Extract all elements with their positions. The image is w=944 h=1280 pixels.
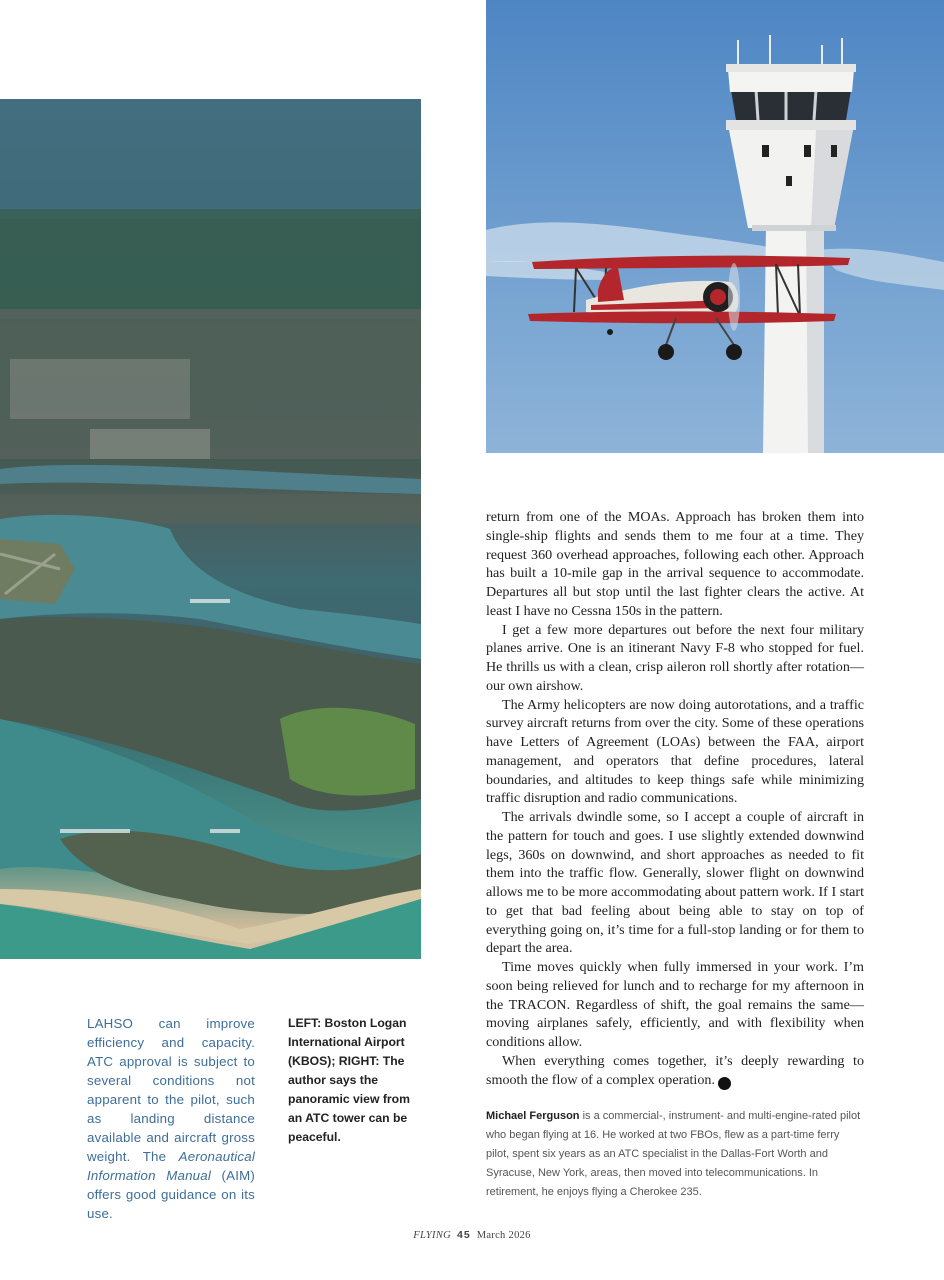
article-paragraph: return from one of the MOAs. Approach has broken them into single-ship flights and sends them to me four at a time. They request 360 overhead approaches, following each other. Approach has built a 10-mile gap in the arrival sequence to accommodate. Departures all but stop until the last fighter clears the active. At least I have no Cessna 150s in the pattern. (486, 509, 864, 619)
boston-logan-aerial-photo (0, 99, 421, 959)
article-body (486, 508, 864, 1090)
sidebar-text-2: (AIM) offers good guidance on its use. (87, 1168, 255, 1221)
article-paragraph-last-text: When everything comes together, it’s deeply rewarding to smooth the flow of a complex operation. (486, 1052, 864, 1088)
aerial-illustration (0, 99, 421, 959)
end-mark-icon: F (718, 1077, 731, 1090)
article-paragraph: I get a few more departures out before the next four military planes arrive. One is an itinerant Navy F-8 who stopped for fuel. He thrills us with a clean, crisp aileron roll shortly after rotation—our own airshow. (486, 621, 864, 694)
article-paragraph: Time moves quickly when fully immersed in your work. I’m soon being relieved for lunch and to recharge for my afternoon in the TRACON. Regardless of shift, the goal remains the same—moving airplanes safely, efficiently, and with flexibility when conditions allow. (486, 959, 864, 1050)
author-bio (486, 1107, 864, 1202)
issue-date: March 2026 (476, 1230, 531, 1241)
magazine-name: FLYING (413, 1230, 452, 1241)
sidebar-aim-title: Aeronautical Information Manual (87, 1149, 255, 1183)
article-paragraph: The arrivals dwindle some, so I accept a couple of aircraft in the pattern for touch and goes. I use slightly extended downwind legs, 360s on downwind, and short approaches as needed to fit them into the traffic flow. Generally, slower flight on downwind allows me to be more accommodating about pattern work. If I start to get that bad feeling about being able to stay on top of everything going on, it’s time for a full-stop landing or for them to depart the area. (486, 809, 864, 957)
lahso-sidebar-note (87, 1014, 255, 1223)
author-bio-text: is a commercial-, instrument- and multi-engine-rated pilot who began flying at 16. He worked at two FBOs, flew as a part-time ferry pilot, spent six years as an ATC specialist in the Dallas-Fort Worth and Syracuse, New York, areas, then moved into telecommunications. In retirement, he enjoys flying a Cherokee 235. (486, 1110, 861, 1198)
page-number: 45 (457, 1229, 471, 1241)
photo-caption: LEFT: Boston Logan International Airport (KBOS); RIGHT: The author says the panoramic view from an ATC tower can be peaceful. (288, 1016, 410, 1144)
page-footer (0, 1229, 944, 1241)
tower-illustration (486, 0, 944, 453)
article-paragraph-last (486, 1052, 864, 1090)
article-paragraph: The Army helicopters are now doing autorotations, and a traffic survey aircraft returns from over the city. Some of these operations have Letters of Agreement (LOAs) between the FAA, airport management, and operators that define procedures, lateral boundaries, and altitudes to keep things safe while minimizing traffic disruption and radio communications. (486, 696, 864, 807)
atc-tower-biplane-photo (486, 0, 944, 453)
sidebar-text-1: LAHSO can improve efficiency and capacity. ATC approval is subject to several conditions not apparent to the pilot, such as landing distance available and aircraft gross weight. The (87, 1016, 255, 1164)
author-name: Michael Ferguson (486, 1110, 580, 1122)
